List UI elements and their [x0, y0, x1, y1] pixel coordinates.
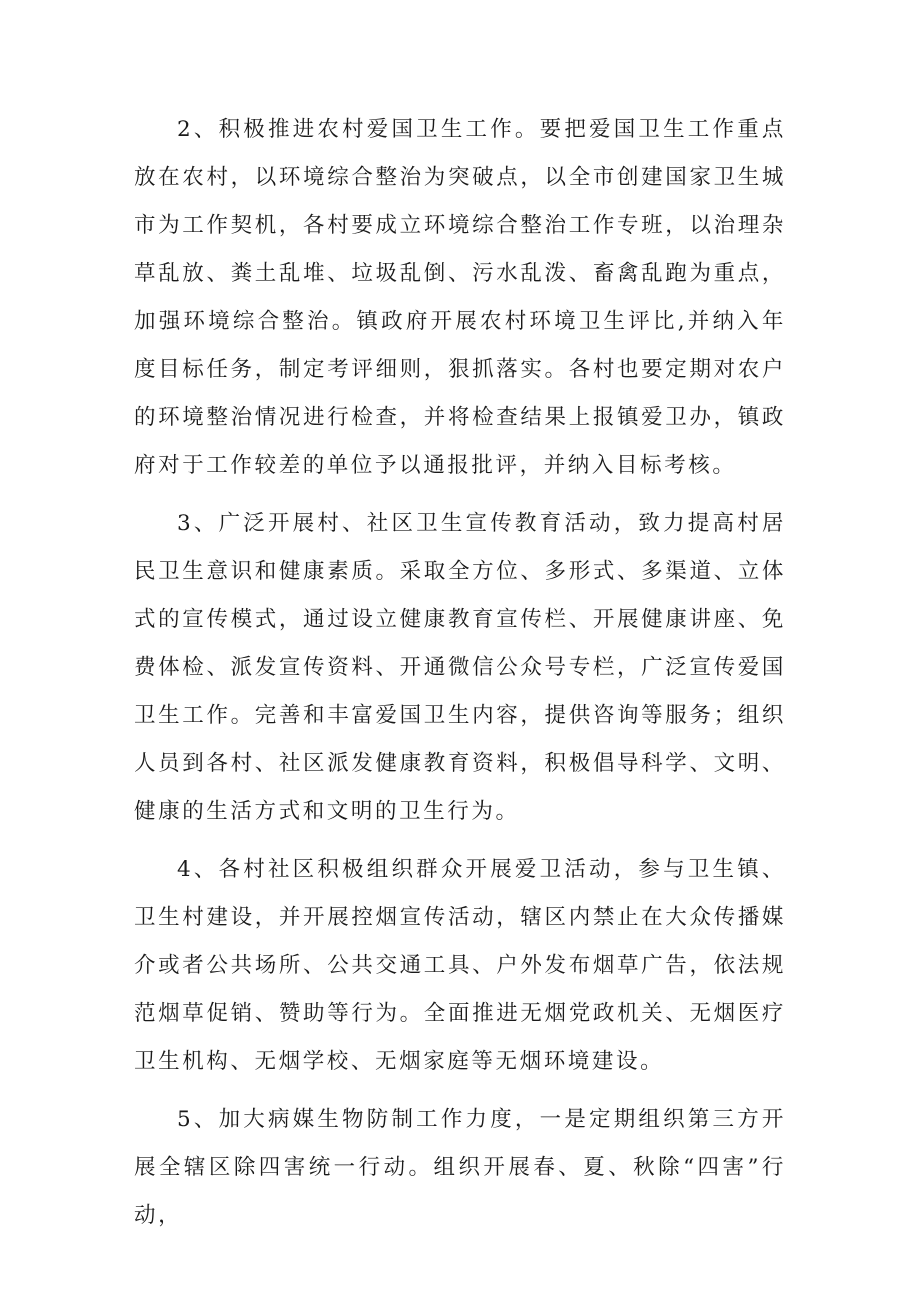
paragraph-rural-sanitation: 2、积极推进农村爱国卫生工作。要把爱国卫生工作重点放在农村，以环境综合整治为突破点，以全市创建国家卫生城市为工作契机，各村要成立环境综合整治工作专班，以治理杂草乱放、粪土乱堆、垃圾乱倒、污水乱泼、畜禽乱跑为重点，加强环境综合整治。镇政府开展农村环境卫生评比,并纳入年度目标任务，制定考评细则，狠抓落实。各村也要定期对农户的环境整治情况进行检查，并将检查结果上报镇爱卫办，镇政府对于工作较差的单位予以通报批评，并纳入目标考核。	[134, 117, 786, 478]
paragraph-vector-control: 5、加大病媒生物防制工作力度，一是定期组织第三方开展全辖区除四害统一行动。组织开展春、夏、秋除“四害”行动，	[134, 1107, 786, 1228]
paragraph-health-education: 3、广泛开展村、社区卫生宣传教育活动，致力提高村居民卫生意识和健康素质。采取全方位、多形式、多渠道、立体式的宣传模式，通过设立健康教育宣传栏、开展健康讲座、免费体检、派发宣传资料、开通微信公众号专栏，广泛宣传爱国卫生工作。完善和丰富爱国卫生内容，提供咨询等服务；组织人员到各村、社区派发健康教育资料，积极倡导科学、文明、健康的生活方式和文明的卫生行为。	[134, 511, 786, 824]
paragraph-tobacco-control: 4、各村社区积极组织群众开展爱卫活动，参与卫生镇、卫生村建设，并开展控烟宣传活动，辖区内禁止在大众传播媒介或者公共场所、公共交通工具、户外发布烟草广告，依法规范烟草促销、赞助等行为。全面推进无烟党政机关、无烟医疗卫生机构、无烟学校、无烟家庭等无烟环境建设。	[134, 857, 786, 1074]
document-body	[134, 106, 786, 1250]
